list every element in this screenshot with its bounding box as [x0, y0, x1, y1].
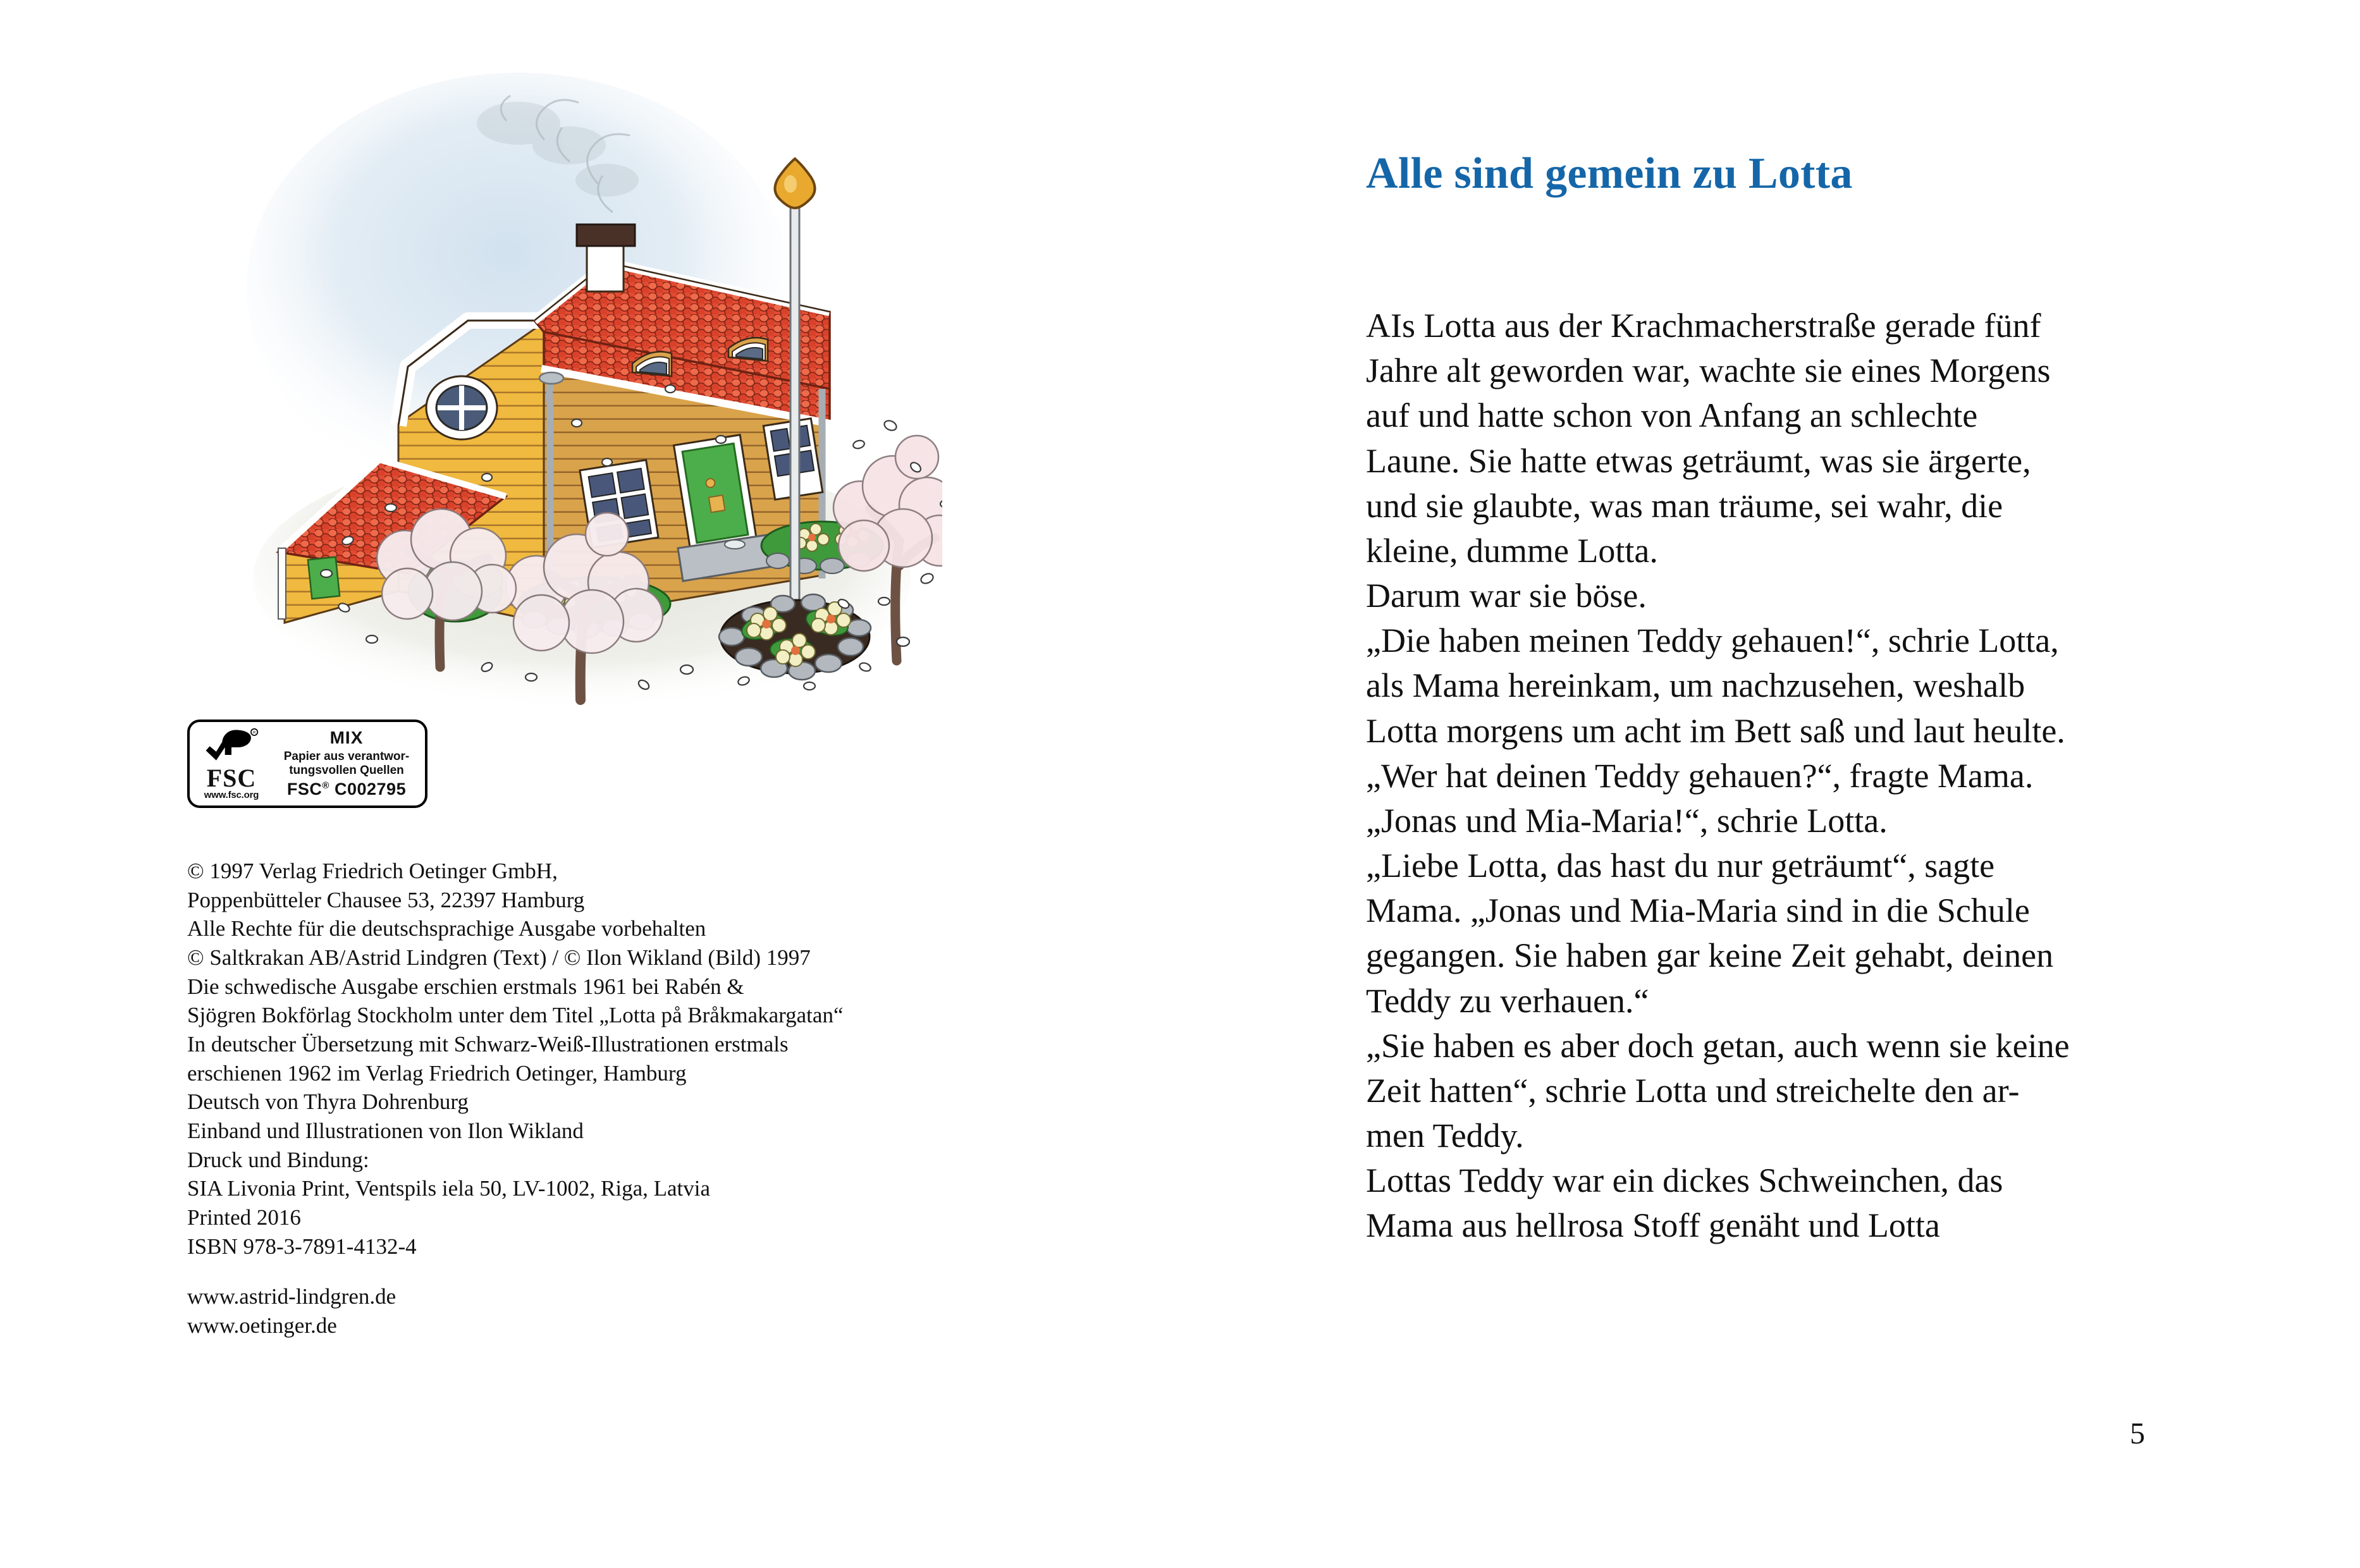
text-line: „Jonas und Mia-Maria!“, schrie Lotta.: [1366, 801, 1888, 840]
text-line: und sie glaubte, was man träume, sei wahr, die: [1366, 486, 2003, 525]
fsc-mark: [190, 722, 273, 805]
imprint-line: © 1997 Verlag Friedrich Oetinger GmbH,: [187, 859, 558, 883]
fsc-description-line-2: tungsvollen Quellen: [289, 763, 404, 777]
chapter-title: Alle sind gemein zu Lotta: [1366, 149, 1853, 198]
text-line: Zeit hatten“, schrie Lotta und streichelte den ar-: [1366, 1071, 2020, 1110]
text-line: Mama aus hellrosa Stoff genäht und Lotta: [1366, 1206, 1940, 1245]
imprint-line: Deutsch von Thyra Dohrenburg: [187, 1089, 469, 1115]
text-line: „Sie haben es aber doch getan, auch wenn sie keine: [1366, 1026, 2070, 1065]
paragraph: [1366, 573, 2207, 618]
imprint-line: Einband und Illustrationen von Ilon Wikland: [187, 1118, 584, 1144]
fsc-mix-label: MIX: [329, 728, 364, 748]
website-astrid-lindgren[interactable]: www.astrid-lindgren.de: [187, 1284, 396, 1309]
chapter-body: [1366, 303, 2207, 1249]
paragraph: [1366, 843, 2207, 1024]
text-line: Lottas Teddy war ein dickes Schweinchen, das: [1366, 1161, 2003, 1200]
fsc-code-number: C002795: [334, 779, 407, 799]
imprint-line: © Saltkrakan AB/Astrid Lindgren (Text) / © Ilon Wikland (Bild) 1997: [187, 945, 811, 971]
imprint-spacer: [187, 1261, 1009, 1282]
imprint-line: In deutscher Übersetzung mit Schwarz-Weiß-Illustrationen erstmals: [187, 1032, 789, 1057]
paragraph: [1366, 1024, 2207, 1159]
text-line: Darum war sie böse.: [1366, 577, 1647, 615]
fsc-license-code: [287, 780, 406, 799]
imprint-line: erschienen 1962 im Verlag Friedrich Oetinger, Hamburg: [187, 1060, 687, 1086]
annex-green-door: [308, 557, 340, 599]
porch-post: [278, 548, 286, 619]
house-illustration: [190, 35, 942, 705]
imprint-block: [187, 857, 1009, 1340]
website-oetinger[interactable]: www.oetinger.de: [187, 1313, 337, 1338]
imprint-line: Poppenbütteler Chausee 53, 22397 Hamburg: [187, 887, 585, 912]
fsc-label: [187, 720, 427, 808]
attic-round-window: [426, 376, 497, 439]
imprint-line: Printed 2016: [187, 1205, 301, 1230]
paragraph: [1366, 799, 2207, 843]
text-line: AIs Lotta aus der Krachmacherstraße gerade fünf: [1366, 307, 2041, 345]
imprint-line: Druck und Bindung:: [187, 1147, 369, 1172]
text-line: Laune. Sie hatte etwas geträumt, was sie ärgerte,: [1366, 441, 2031, 480]
imprint-line: Die schwedische Ausgabe erschien erstmals 1961 bei Rabén &: [187, 974, 744, 999]
text-line: gegangen. Sie haben gar keine Zeit gehabt, deinen: [1366, 936, 2054, 975]
fsc-description: [284, 750, 410, 777]
paragraph: [1366, 754, 2207, 799]
imprint-line: SIA Livonia Print, Ventspils iela 50, LV-1002, Riga, Latvia: [187, 1176, 711, 1201]
text-line: kleine, dumme Lotta.: [1366, 531, 1658, 570]
text-line: Lotta morgens um acht im Bett saß und laut heulte.: [1366, 711, 2065, 750]
paragraph: [1366, 618, 2207, 754]
page-number: 5: [2130, 1417, 2145, 1450]
imprint-line: Alle Rechte für die deutschsprachige Ausgabe vorbehalten: [187, 916, 706, 941]
paragraph: [1366, 303, 2207, 573]
fsc-url: www.fsc.org: [204, 790, 259, 801]
svg-text:R: R: [252, 731, 256, 735]
text-line: „Wer hat deinen Teddy gehauen?“, fragte Mama.: [1366, 756, 2034, 795]
fsc-wordmark: FSC: [206, 764, 257, 793]
fsc-description-line-1: Papier aus verantwor-: [283, 750, 410, 764]
text-line: auf und hatte schon von Anfang an schlechte: [1366, 396, 1978, 435]
paragraph: [1366, 1158, 2207, 1248]
imprint-line: ISBN 978-3-7891-4132-4: [187, 1234, 417, 1259]
text-line: „Liebe Lotta, das hast du nur geträumt“, sagte: [1366, 847, 1995, 885]
fsc-tree-checkmark-icon: [204, 728, 259, 767]
text-line: Teddy zu verhauen.“: [1366, 981, 1649, 1020]
fsc-code-prefix: FSC: [286, 779, 323, 799]
text-line: Jahre alt geworden war, wachte sie eines Morgens: [1366, 352, 2051, 390]
imprint-line: Sjögren Bokförlag Stockholm unter dem Titel „Lotta på Bråkmakargatan“: [187, 1003, 844, 1028]
fsc-code-registered: ®: [322, 780, 329, 791]
text-line: men Teddy.: [1366, 1117, 1524, 1155]
text-line: „Die haben meinen Teddy gehauen!“, schrie Lotta,: [1366, 622, 2059, 660]
text-line: Mama. „Jonas und Mia-Maria sind in die Schule: [1366, 891, 2030, 930]
fsc-text-block: [273, 722, 425, 805]
text-line: als Mama hereinkam, um nachzusehen, weshalb: [1366, 666, 2025, 705]
